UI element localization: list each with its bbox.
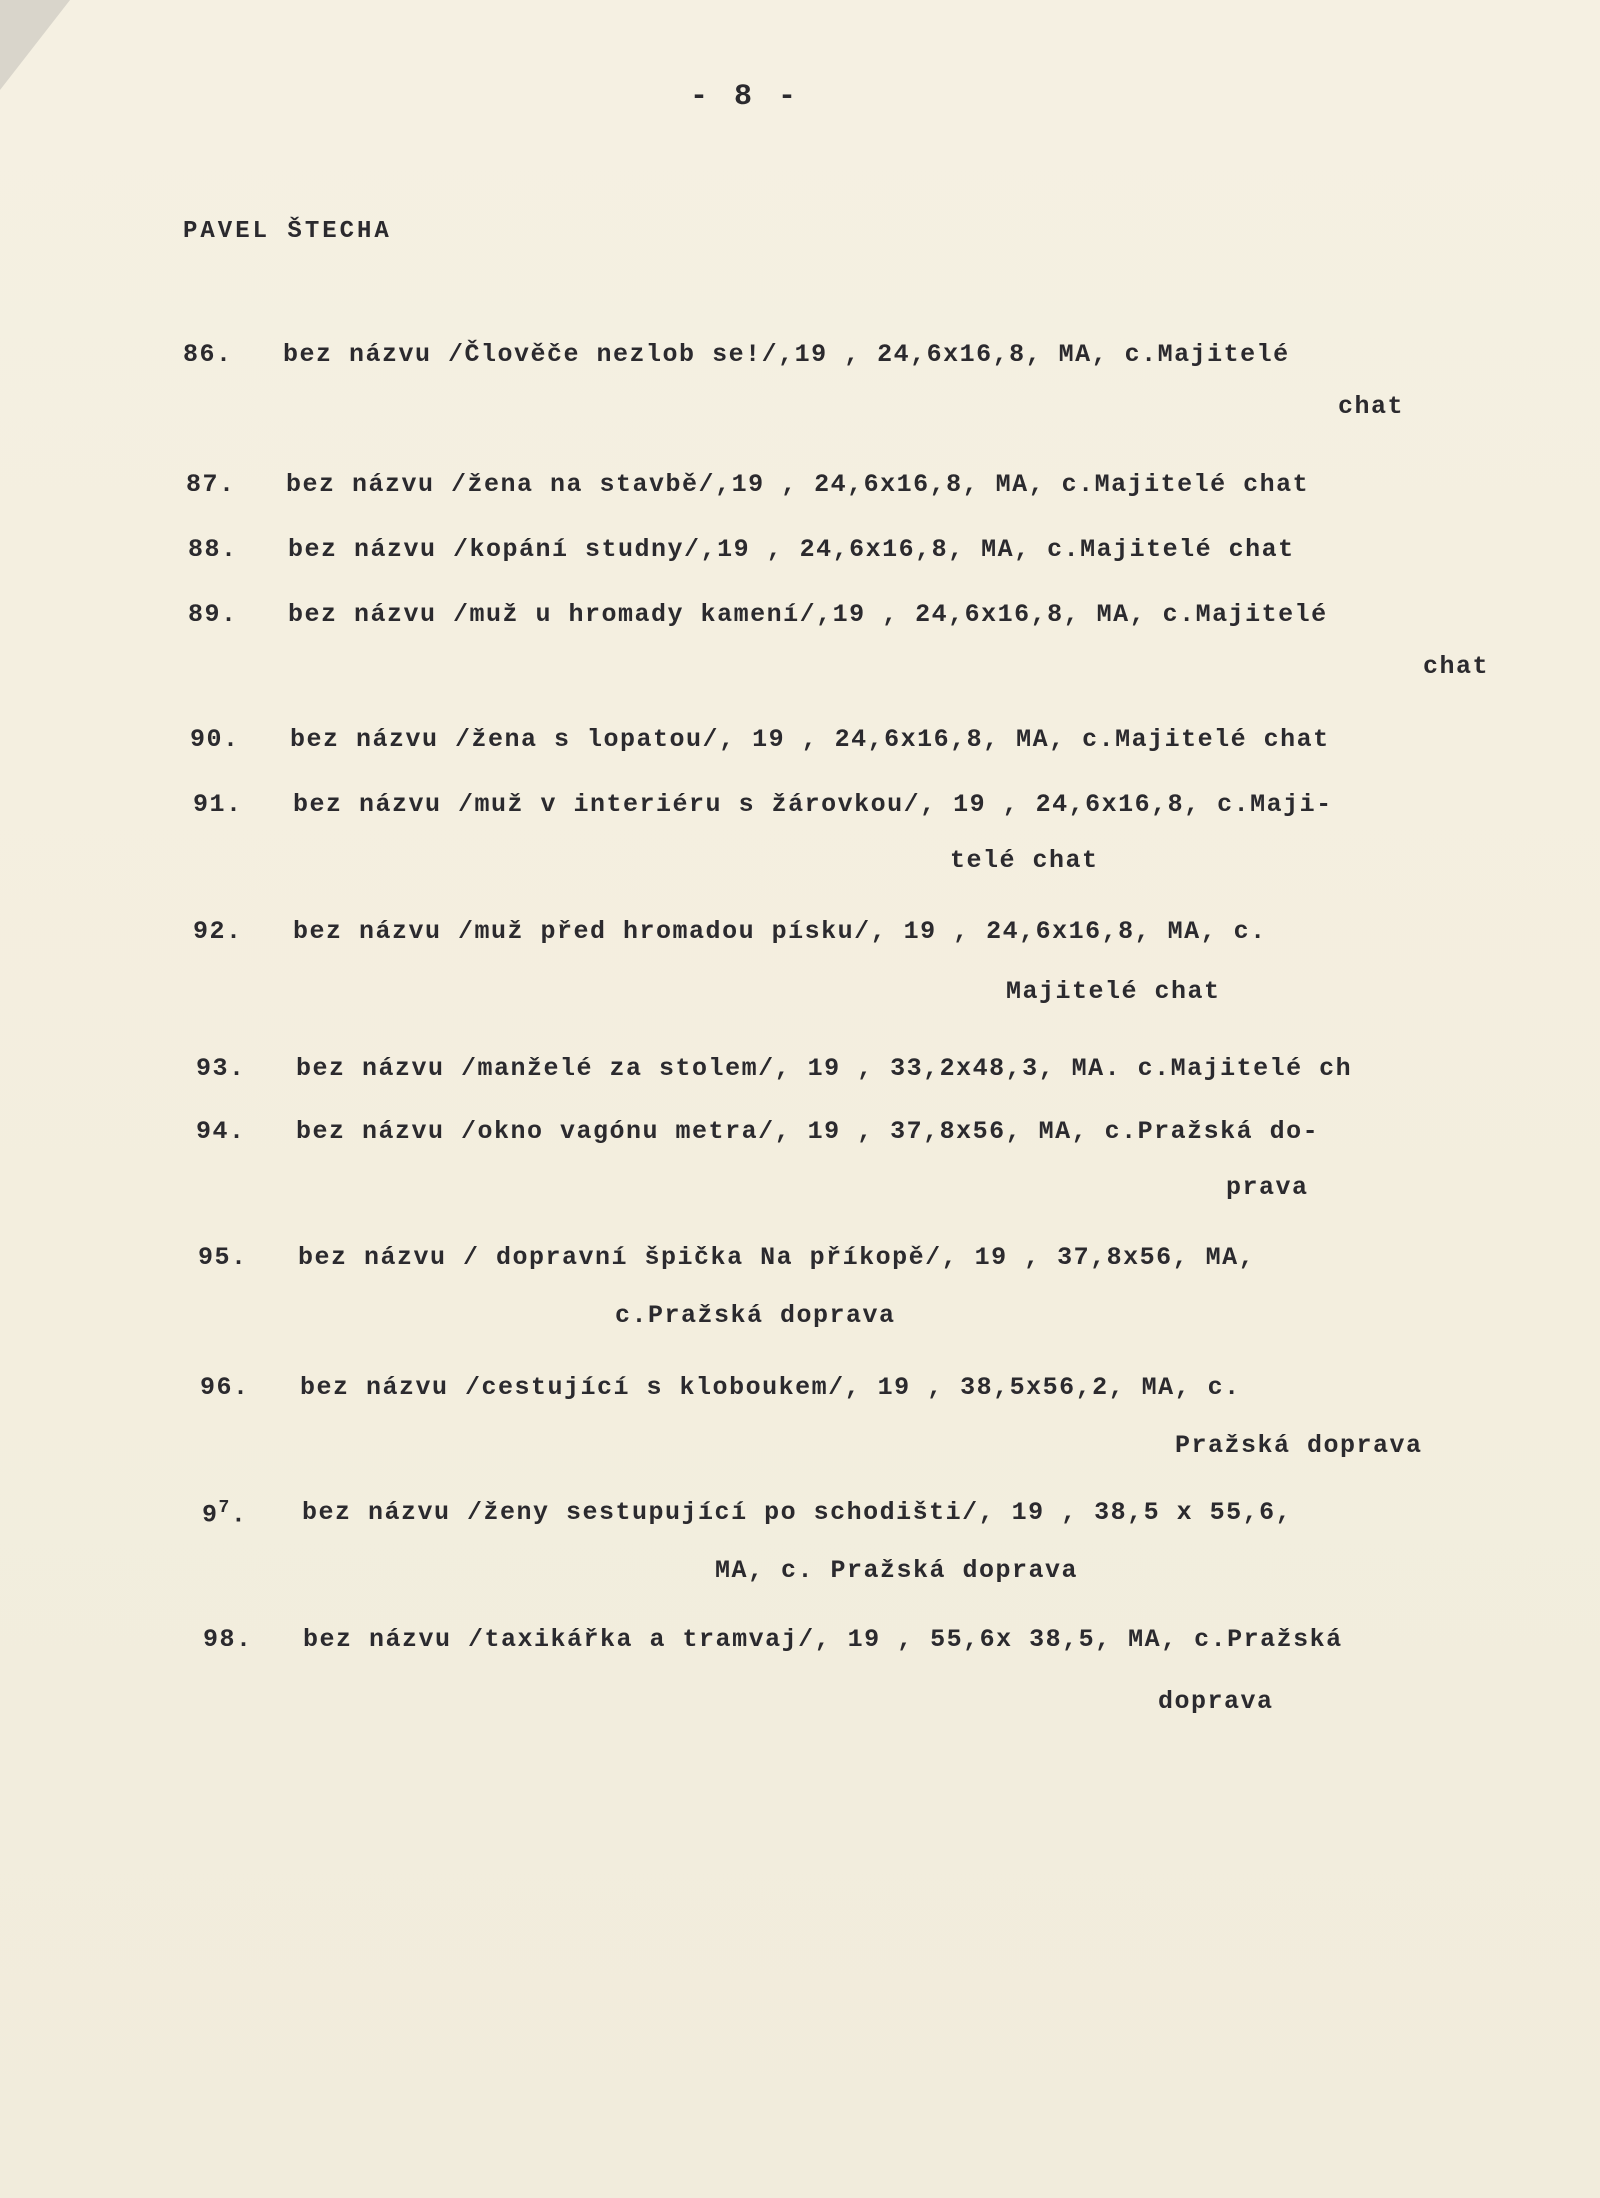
- entry-line-1: bez názvu /taxikářka a tramvaj/, 19 , 55,6x 38,5, MA, c.Pražská: [303, 1625, 1343, 1654]
- entry-number-superscript: 7: [218, 1498, 231, 1518]
- entry-line-1: bez názvu /muž u hromady kamení/,19 , 24,6x16,8, MA, c.Majitelé: [288, 600, 1328, 629]
- entry-line-1: bez názvu /žena na stavbě/,19 , 24,6x16,8, MA, c.Majitelé chat: [286, 470, 1310, 499]
- entry-line-2: c.Pražská doprava: [615, 1301, 896, 1330]
- entry-line-2: Majitelé chat: [1006, 977, 1221, 1006]
- entry-line-1: bez názvu /žena s lopatou/, 19 , 24,6x16,8, MA, c.Majitelé chat: [290, 725, 1330, 754]
- entry-number: 89.: [188, 600, 238, 629]
- entry-line-1: bez názvu /Člověče nezlob se!/,19 , 24,6x16,8, MA, c.Majitelé: [283, 340, 1290, 369]
- entry-number: 94.: [196, 1117, 246, 1146]
- entry-line-2: prava: [1226, 1173, 1309, 1202]
- entry-number: 93.: [196, 1054, 246, 1083]
- entry-line-1: bez názvu /ženy sestupující po schodišti/, 19 , 38,5 x 55,6,: [302, 1498, 1293, 1527]
- entry-number: [202, 1498, 247, 1529]
- entry-line-1: bez názvu /okno vagónu metra/, 19 , 37,8x56, MA, c.Pražská do-: [296, 1117, 1320, 1146]
- entry-line-1: bez názvu /muž v interiéru s žárovkou/, 19 , 24,6x16,8, c.Maji-: [293, 790, 1333, 819]
- entry-number: 91.: [193, 790, 243, 819]
- entry-line-1: bez názvu /cestující s kloboukem/, 19 , 38,5x56,2, MA, c.: [300, 1373, 1241, 1402]
- entry-line-2: Pražská doprava: [1175, 1431, 1423, 1460]
- entry-line-2: chat: [1338, 392, 1405, 421]
- entry-number: 95.: [198, 1243, 248, 1272]
- entry-number: 96.: [200, 1373, 250, 1402]
- entry-line-1: bez názvu /kopání studny/,19 , 24,6x16,8, MA, c.Majitelé chat: [288, 535, 1295, 564]
- entry-line-2: telé chat: [950, 846, 1099, 875]
- entry-line-1: bez názvu /manželé za stolem/, 19 , 33,2x48,3, MA. c.Majitelé ch: [296, 1054, 1353, 1083]
- entry-line-2: MA, c. Pražská doprava: [715, 1556, 1079, 1585]
- entry-line-2: doprava: [1158, 1687, 1274, 1716]
- entry-number-base: 9: [202, 1500, 219, 1530]
- folded-corner: [0, 0, 70, 90]
- entry-number-tail: .: [230, 1500, 248, 1530]
- entry-number: 87.: [186, 470, 236, 499]
- author-heading: PAVEL ŠTECHA: [183, 218, 392, 245]
- entry-line-1: bez názvu /muž před hromadou písku/, 19 , 24,6x16,8, MA, c.: [293, 917, 1267, 946]
- entry-line-1: bez názvu / dopravní špička Na příkopě/, 19 , 37,8x56, MA,: [298, 1243, 1256, 1272]
- page-number: - 8 -: [690, 80, 801, 114]
- entry-number: 90.: [190, 725, 240, 754]
- entry-number: 86.: [183, 340, 233, 369]
- entry-number: 92.: [193, 917, 243, 946]
- entry-line-2: chat: [1423, 652, 1490, 681]
- entry-number: 98.: [203, 1625, 253, 1654]
- entry-number: 88.: [188, 535, 238, 564]
